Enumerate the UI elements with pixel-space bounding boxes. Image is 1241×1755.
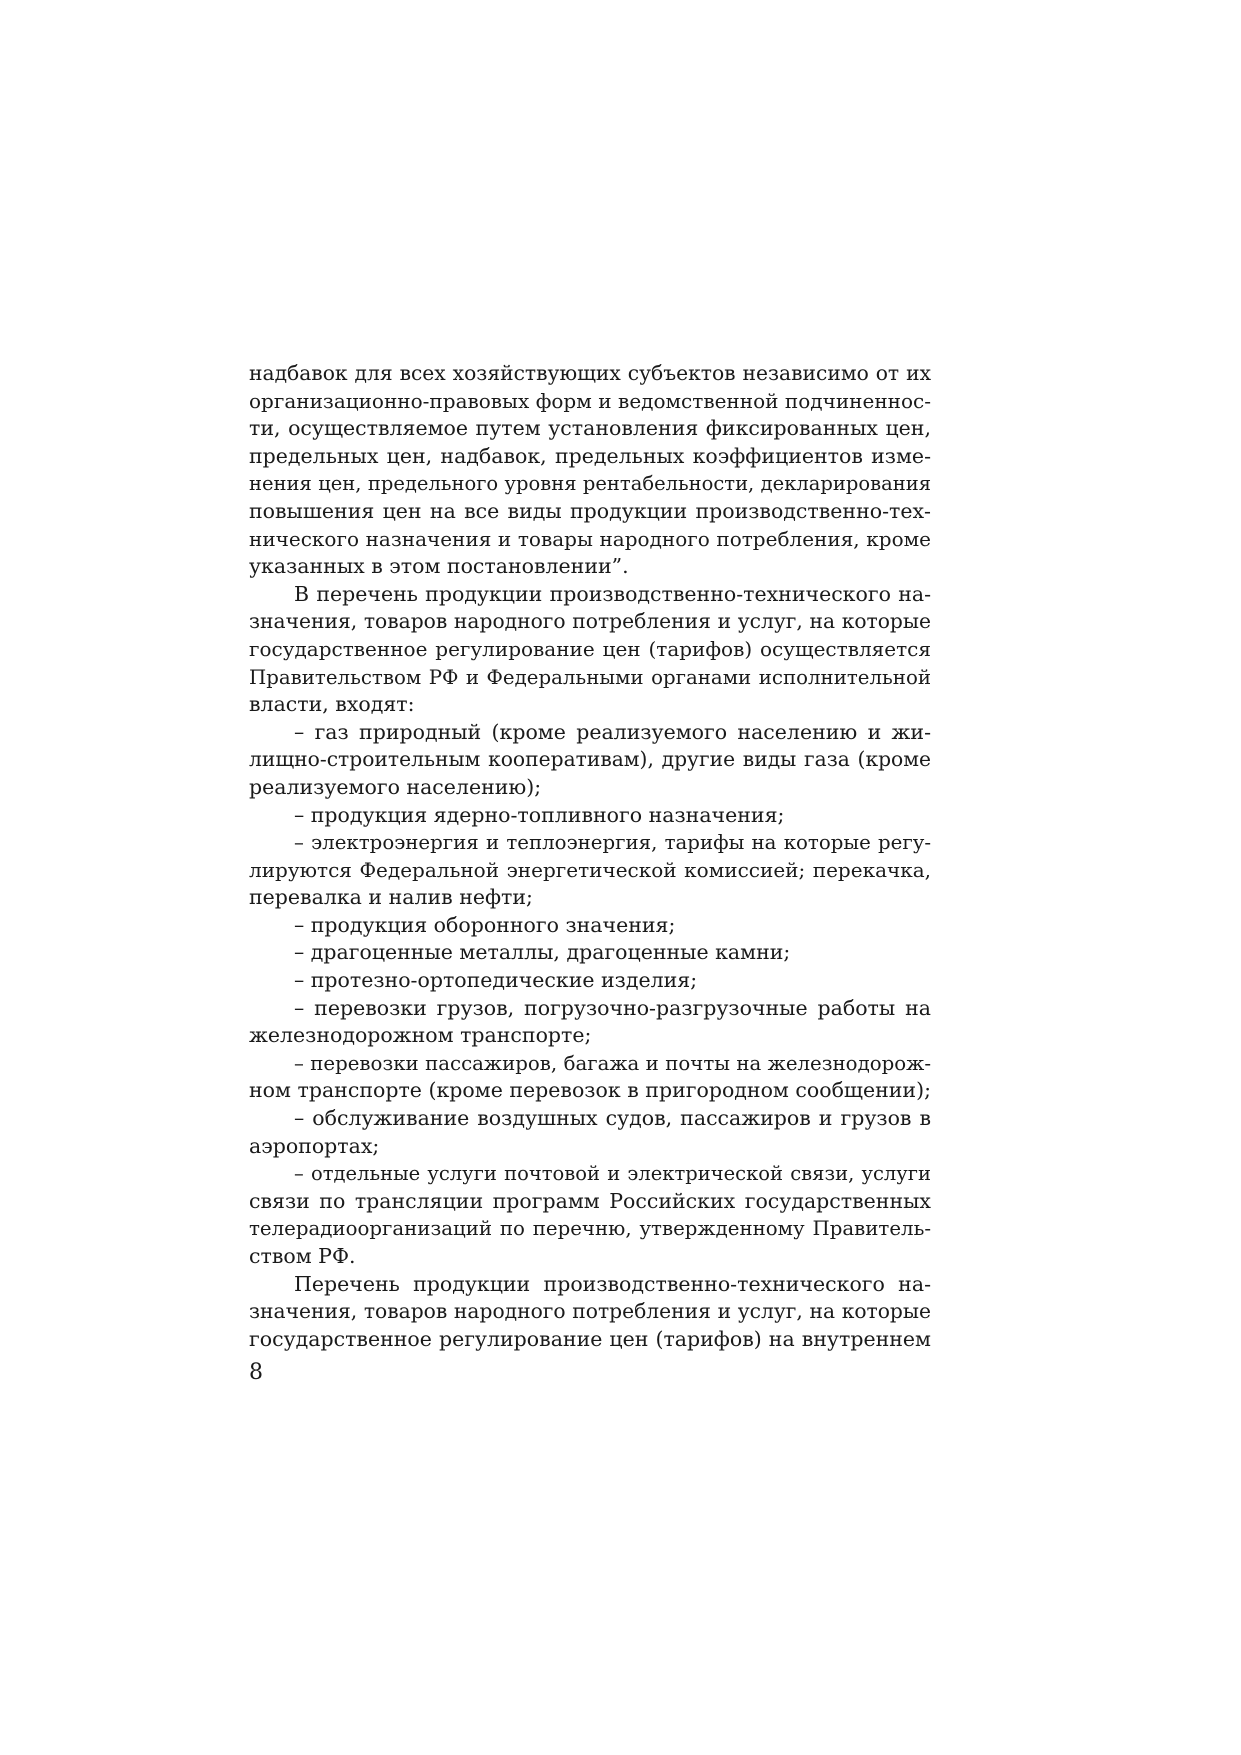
text-line: – электроэнергия и теплоэнергия, тарифы на которые регу-: [294, 831, 931, 855]
text-line: нического назначения и товары народного потребления, кроме: [249, 526, 931, 551]
text-line: надбавок для всех хозяйствующих субъектов независимо от их: [249, 361, 931, 385]
text-line: предельных цен, надбавок, предельных коэффициентов изме-: [249, 443, 931, 468]
text-line: аэропортах;: [249, 1133, 380, 1158]
text-line: связи по трансляции программ Российских государственных: [249, 1188, 931, 1213]
text-line: лируются Федеральной энергетической комиссией; перекачка,: [249, 857, 931, 882]
text-line: лищно-строительным кооперативам), другие виды газа (кроме: [249, 747, 931, 772]
text-line: телерадиоорганизаций по перечню, утвержденному Правитель-: [249, 1217, 931, 1241]
text-line: реализуемого населению);: [249, 774, 542, 799]
text-line: значения, товаров народного потребления и услуг, на которые: [249, 609, 931, 634]
text-line: указанных в этом постановлении”.: [249, 554, 629, 579]
text-line: власти, входят:: [249, 692, 415, 717]
text-line: – газ природный (кроме реализуемого населению и жи-: [294, 719, 931, 744]
text-line: Перечень продукции производственно-технического на-: [294, 1271, 931, 1296]
text-line: государственное регулирование цен (тарифов) на внутреннем: [249, 1326, 931, 1351]
text-line: ством РФ.: [249, 1244, 356, 1268]
text-line: – перевозки грузов, погрузочно-разгрузочные работы на: [294, 995, 931, 1020]
text-line: – протезно-ортопедические изделия;: [294, 968, 698, 993]
text-line: нения цен, предельного уровня рентабельности, декларирования: [249, 472, 931, 496]
text-line: – продукция оборонного значения;: [294, 912, 676, 937]
text-line: значения, товаров народного потребления и услуг, на которые: [249, 1299, 931, 1324]
page-body: [249, 360, 931, 1353]
text-line: ти, осуществляемое путем установления фиксированных цен,: [249, 416, 931, 441]
text-line: В перечень продукции производственно-технического на-: [294, 581, 931, 606]
text-line: – перевозки пассажиров, багажа и почты на железнодорож-: [294, 1051, 931, 1075]
text-line: государственное регулирование цен (тарифов) осуществляется: [249, 636, 931, 661]
text-line: организационно-правовых форм и ведомственной подчиненнос-: [249, 388, 931, 413]
text-line: ном транспорте (кроме перевозок в пригородном сообщении);: [249, 1078, 931, 1103]
text-line: – продукция ядерно-топливного назначения;: [294, 802, 785, 827]
text-line: – обслуживание воздушных судов, пассажиров и грузов в: [294, 1106, 931, 1131]
page-number: 8: [249, 1360, 263, 1385]
text-line: Правительством РФ и Федеральными органами исполнительной: [249, 665, 931, 689]
text-line: повышения цен на все виды продукции производственно-тех-: [249, 498, 931, 523]
text-line: – отдельные услуги почтовой и электрической связи, услуги: [294, 1162, 931, 1186]
text-line: железнодорожном транспорте;: [249, 1023, 592, 1048]
text-line: – драгоценные металлы, драгоценные камни;: [294, 940, 791, 965]
text-line: перевалка и налив нефти;: [249, 885, 533, 910]
